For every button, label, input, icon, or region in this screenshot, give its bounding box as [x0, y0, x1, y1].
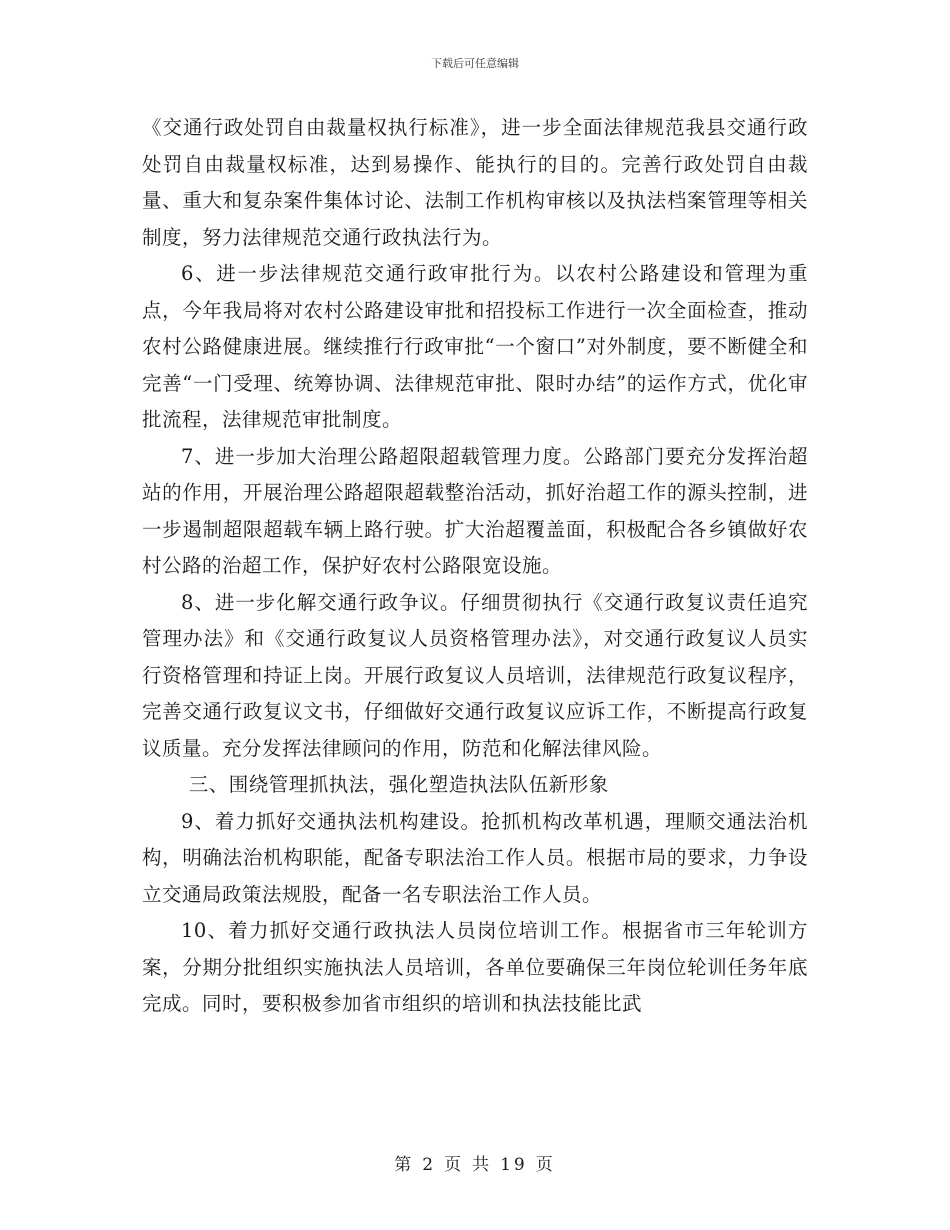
- document-body: [142, 110, 808, 1023]
- paragraph-item-6: 6、进一步法律规范交通行政审批行为。以农村公路建设和管理为重点，今年我局将对农村公路建设审批和招投标工作进行一次全面检查，推动农村公路健康进展。继续推行行政审批“一个窗口”对外制度，要不断健全和完善“一门受理、统筹协调、法律规范审批、限时办结”的运作方式，优化审批流程，法律规范审批制度。: [142, 262, 808, 431]
- paragraph-continuation: 《交通行政处罚自由裁量权执行标准》，进一步全面法律规范我县交通行政处罚自由裁量权标准，达到易操作、能执行的目的。完善行政处罚自由裁量、重大和复杂案件集体讨论、法制工作机构审核以及执法档案管理等相关制度，努力法律规范交通行政执法行为。: [142, 116, 808, 249]
- page-header-note: 下载后可任意编辑: [431, 57, 519, 70]
- paragraph-item-10: 10、着力抓好交通行政执法人员岗位培训工作。根据省市三年轮训方案，分期分批组织实施执法人员培训，各单位要确保三年岗位轮训任务年底完成。同时，要积极参加省市组织的培训和执法技能比武: [142, 919, 808, 1015]
- footer-current-page: 2: [422, 1155, 437, 1175]
- paragraph-item-8: 8、进一步化解交通行政争议。仔细贯彻执行《交通行政复议责任追究管理办法》和《交通行政复议人员资格管理办法》，对交通行政复议人员实行资格管理和持证上岗。开展行政复议人员培训，法律规范行政复议程序，完善交通行政复议文书，仔细做好交通行政复议应诉工作，不断提高行政复议质量。充分发挥法律顾问的作用，防范和化解法律风险。: [142, 590, 808, 760]
- footer-total-pages: 19: [500, 1155, 528, 1175]
- footer-total-word: 共: [472, 1155, 493, 1175]
- section-heading-3: 三、围绕管理抓执法，强化塑造执法队伍新形象: [188, 773, 609, 796]
- paragraph-item-7: 7、进一步加大治理公路超限超载管理力度。公路部门要充分发挥治超站的作用，开展治理公路超限超载整治活动，抓好治超工作的源头控制，进一步遏制超限超载车辆上路行驶。扩大治超覆盖面，积极配合各乡镇做好农村公路的治超工作，保护好农村公路限宽设施。: [142, 444, 808, 577]
- footer-page-word: 页: [444, 1155, 465, 1175]
- paragraph-item-9: 9、着力抓好交通执法机构建设。抢抓机构改革机遇，理顺交通法治机构，明确法治机构职能，配备专职法治工作人员。根据市局的要求，力争设立交通局政策法规股，配备一名专职法治工作人员。: [142, 809, 808, 906]
- footer-suffix: 页: [535, 1155, 556, 1175]
- footer-prefix: 第: [394, 1155, 415, 1175]
- page-footer: [0, 1150, 950, 1175]
